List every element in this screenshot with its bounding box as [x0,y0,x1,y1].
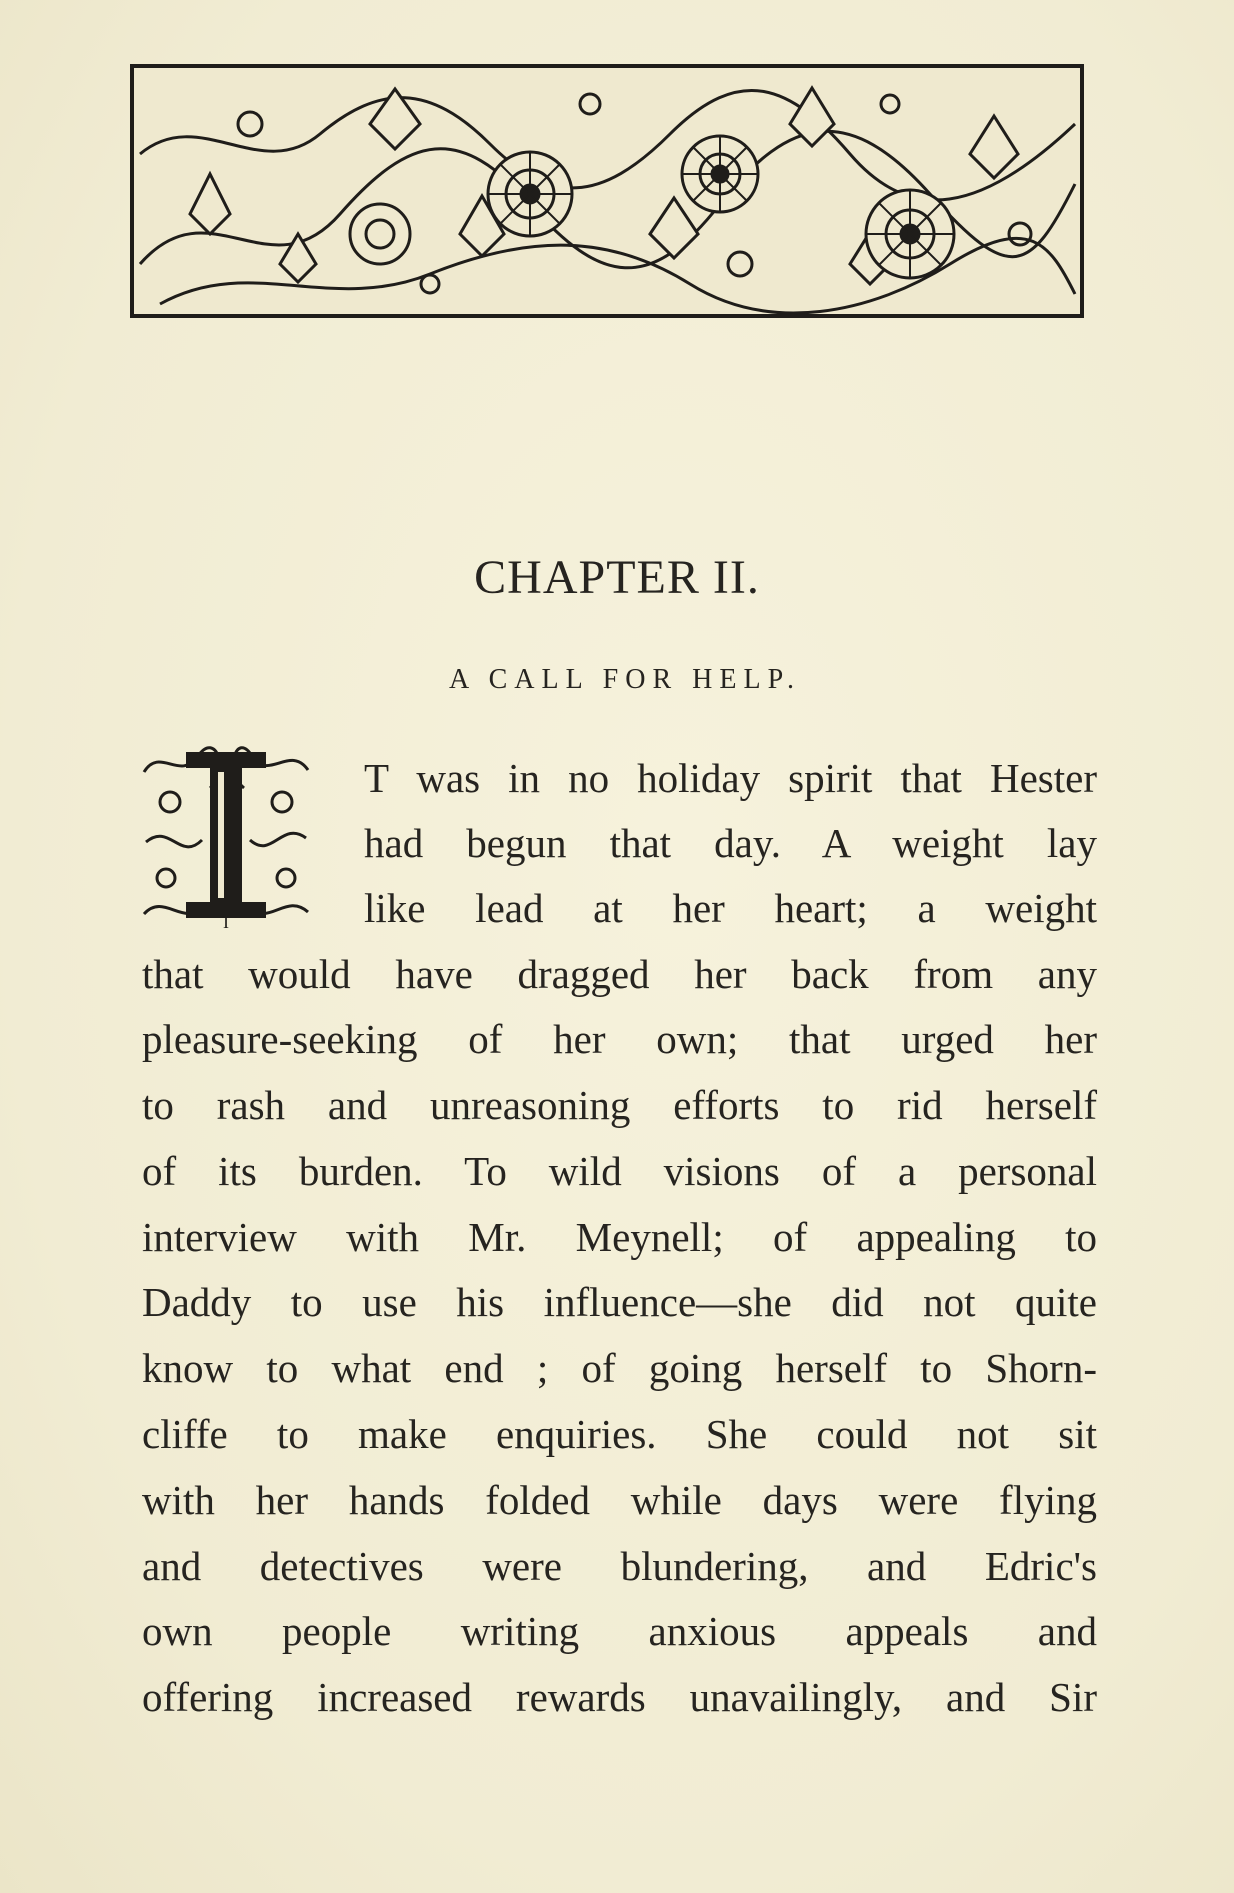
text-line: know to what end ; of going herself to Shorn- [142,1345,1097,1391]
text-line: had begun that day. A weight lay [364,820,1097,866]
text-line: offering increased rewards unavailingly, and Sir [142,1674,1097,1720]
text-line: to rash and unreasoning efforts to rid herself [142,1082,1097,1128]
text-line: of its burden. To wild visions of a personal [142,1148,1097,1194]
text-line: that would have dragged her back from any [142,951,1097,997]
text-line: pleasure-seeking of her own; that urged her [142,1016,1097,1062]
text-line: with her hands folded while days were flying [142,1477,1097,1523]
text-line: T was in no holiday spirit that Hester [364,755,1097,801]
dropcap-letter: I [223,912,229,932]
chapter-title: CHAPTER II. [474,551,760,604]
text-line: own people writing anxious appeals and [142,1608,1097,1654]
text-line: Daddy to use his influence—she did not quite [142,1279,1097,1325]
text-line: cliffe to make enquiries. She could not sit [142,1411,1097,1457]
text-line: and detectives were blundering, and Edric's [142,1543,1097,1589]
text-line: like lead at her heart; a weight [364,885,1097,931]
chapter-subtitle: A CALL FOR HELP. [448,664,802,695]
floral-headpiece-icon [130,64,1084,318]
ornamental-initial-icon [140,742,312,932]
text-line: interview with Mr. Meynell; of appealing to [142,1214,1097,1260]
